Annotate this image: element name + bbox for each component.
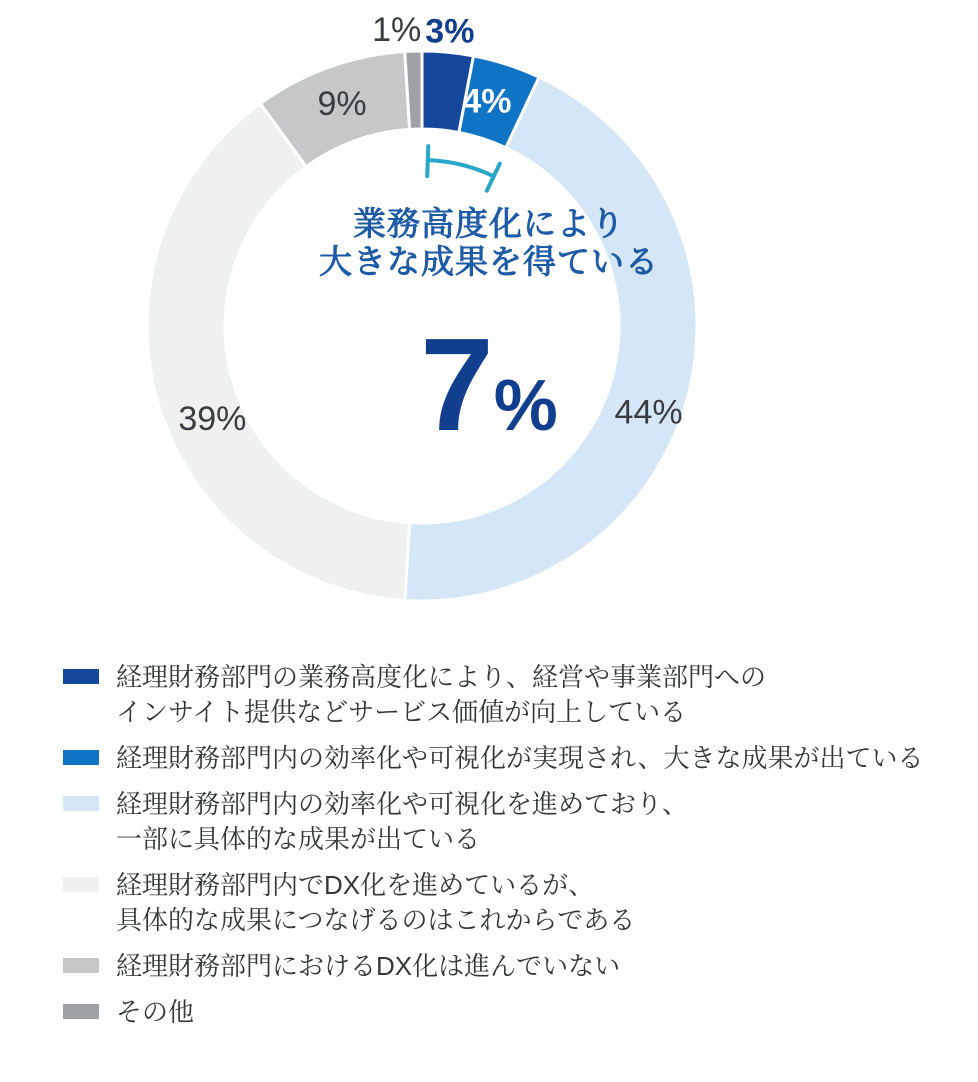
legend-swatch-5 (63, 1004, 99, 1019)
legend-item-4 (63, 949, 963, 984)
range-bracket (427, 146, 500, 191)
donut-center-label (0, 205, 978, 281)
bracket-tick-0 (427, 146, 428, 176)
legend-label-4: 経理財務部門におけるDX化は進んでいない (116, 951, 621, 981)
legend-swatch-0 (63, 669, 99, 684)
legend-item-1 (63, 741, 963, 776)
donut-center-label-line1: 業務高度化により (353, 205, 625, 242)
center-value-number: 7 (420, 311, 494, 458)
legend-item-3 (63, 868, 963, 938)
legend-label-5: その他 (116, 997, 195, 1027)
donut-center-value (0, 311, 978, 458)
legend-label-3: 経理財務部門内でDX化を進めているが、 具体的な成果につなげるのはこれからである (116, 870, 636, 935)
slice-value-label-4: 9% (317, 84, 367, 123)
center-value-unit: % (493, 366, 558, 446)
legend (63, 660, 963, 1041)
legend-swatch-4 (63, 958, 99, 973)
slice-value-label-0: 3% (425, 12, 475, 51)
slice-value-label-1: 4% (462, 82, 512, 121)
legend-label-1: 経理財務部門内の効率化や可視化が実現され、大きな成果が出ている (116, 743, 924, 773)
legend-item-5 (63, 995, 963, 1030)
slice-value-label-2: 44% (614, 393, 683, 432)
legend-swatch-1 (63, 750, 99, 765)
bracket-arc (428, 160, 494, 176)
legend-label-2: 経理財務部門内の効率化や可視化を進めており、 一部に具体的な成果が出ている (116, 789, 689, 854)
legend-swatch-3 (63, 877, 99, 892)
slice-value-label-5: 1% (372, 11, 422, 50)
legend-label-0: 経理財務部門の業務高度化により、経営や事業部門への インサイト提供などサービス価値が向上している (116, 662, 767, 727)
slice-value-label-3: 39% (178, 399, 247, 438)
donut-center-label-line2: 大きな成果を得ている (319, 243, 659, 280)
legend-item-0 (63, 660, 963, 730)
legend-swatch-2 (63, 796, 99, 811)
legend-item-2 (63, 787, 963, 857)
bracket-tick-1 (487, 164, 500, 191)
